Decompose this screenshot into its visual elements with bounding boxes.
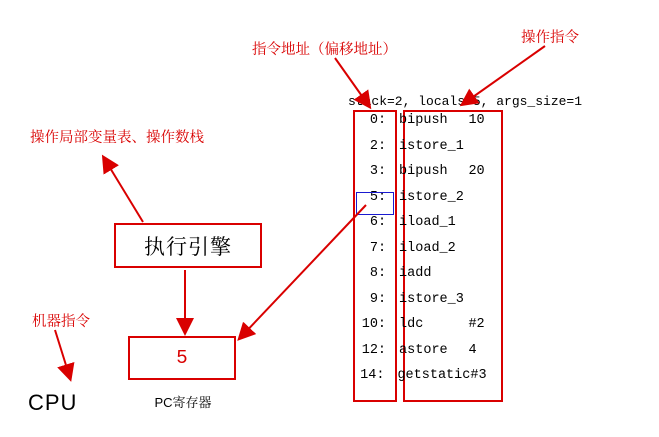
pc-register-box — [128, 336, 236, 380]
bytecode-row — [355, 215, 505, 241]
bytecode-row — [355, 113, 505, 139]
bytecode-operand: 4 — [468, 342, 477, 358]
pc-register-caption: PC寄存器 — [154, 395, 212, 410]
bytecode-opcode: ldc — [399, 317, 424, 332]
bytecode-opcode: istore_3 — [399, 291, 464, 307]
bytecode-row — [355, 164, 505, 190]
bytecode-address: 6: — [369, 215, 387, 230]
bytecode-address: 14: — [360, 368, 385, 383]
bytecode-address: 5: — [369, 189, 387, 205]
bytecode-address: 10: — [361, 317, 387, 332]
bytecode-address: 9: — [369, 291, 387, 307]
bytecode-opcode: bipush — [399, 113, 448, 128]
bytecode-address: 0: — [369, 113, 387, 128]
bytecode-address: 7: — [369, 240, 387, 256]
arrow-machinecode-to-cpu — [55, 330, 70, 378]
label-local-variable-table: 操作局部变量表、操作数栈 — [30, 130, 204, 146]
bytecode-operand: 20 — [468, 164, 485, 179]
bytecode-address: 3: — [369, 164, 387, 179]
bytecode-opcode: istore_2 — [399, 189, 464, 205]
bytecode-opcode: iload_2 — [399, 240, 456, 256]
execution-engine-box — [114, 223, 262, 268]
bytecode-header: stack=2, locals=5, args_size=1 — [348, 94, 583, 109]
bytecode-opcode: istore_1 — [399, 138, 464, 154]
bytecode-opcode: getstatic — [397, 368, 471, 383]
bytecode-opcode: iadd — [399, 266, 432, 281]
bytecode-row — [355, 139, 505, 165]
bytecode-row — [355, 368, 505, 394]
bytecode-row — [355, 343, 505, 369]
label-instruction-address: 指令地址（偏移地址） — [252, 42, 397, 58]
bytecode-row — [355, 292, 505, 318]
bytecode-address: 8: — [369, 266, 387, 281]
label-machine-code: 机器指令 — [32, 314, 90, 330]
bytecode-address: 12: — [361, 342, 387, 358]
bytecode-row — [355, 241, 505, 267]
bytecode-listing — [355, 113, 505, 394]
bytecode-address: 2: — [369, 138, 387, 154]
label-operation-instruction: 操作指令 — [521, 30, 579, 46]
bytecode-row — [355, 317, 505, 343]
current-address-highlight — [356, 189, 394, 215]
bytecode-operand: #3 — [470, 368, 487, 383]
bytecode-row — [355, 266, 505, 292]
bytecode-opcode: iload_1 — [399, 215, 456, 230]
bytecode-opcode: astore — [399, 342, 448, 358]
bytecode-operand: #2 — [468, 317, 485, 332]
bytecode-opcode: bipush — [399, 164, 448, 179]
cpu-label: CPU — [28, 390, 78, 415]
execution-engine-label: 执行引擎 — [144, 235, 232, 259]
pc-register-value: 5 — [176, 347, 188, 369]
bytecode-operand: 10 — [468, 113, 485, 128]
arrow-engine-to-locals — [104, 158, 143, 222]
